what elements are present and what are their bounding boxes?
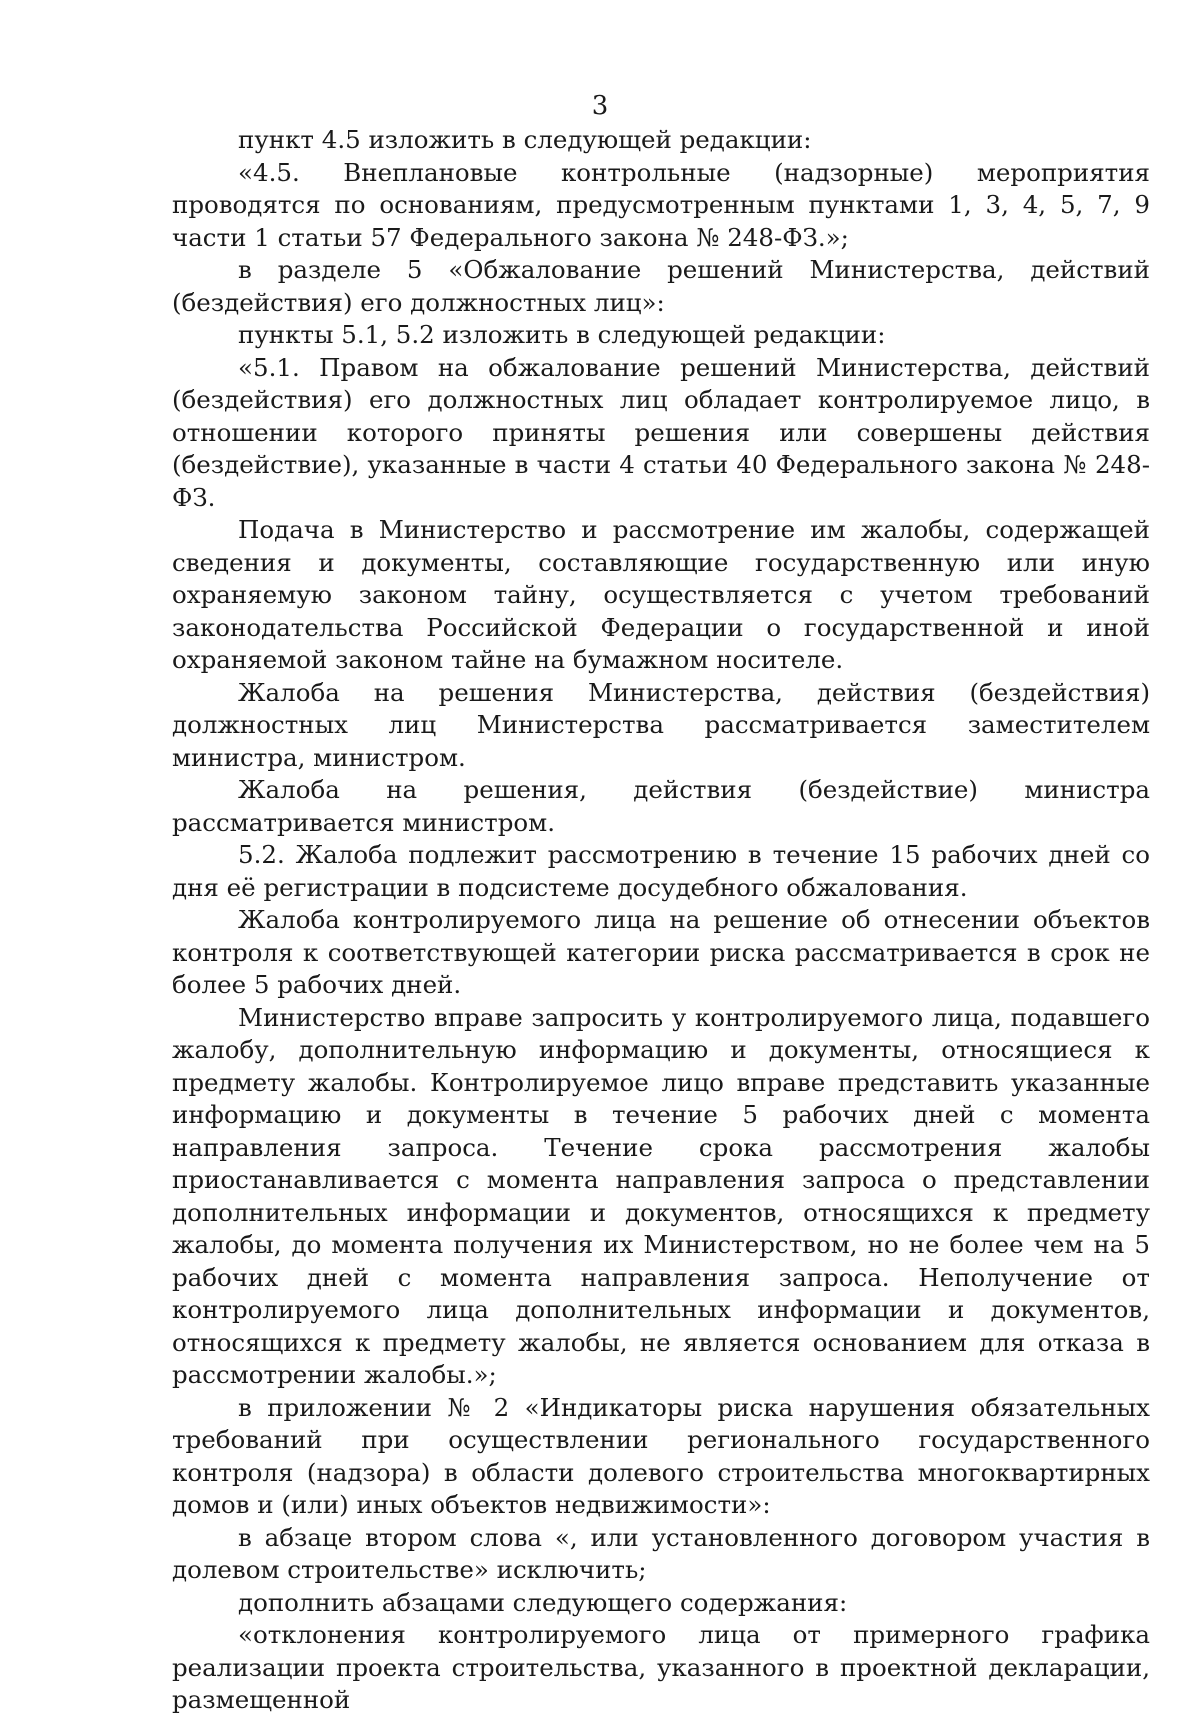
paragraph: «5.1. Правом на обжалование решений Министерства, действий (бездействия) его должностных лиц обладает контролируемое лицо, в отношении которого приняты решения или совершены действия (бездействие), указанные в части 4 статьи 40 Федерального закона № 248-ФЗ. — [172, 352, 1150, 512]
paragraph: Министерство вправе запросить у контролируемого лица, подавшего жалобу, дополнительную информацию и документы, относящиеся к предмету жалобы. Контролируемое лицо вправе представить указанные информацию и документы в течение 5 рабочих дней с момента направления запроса. Течение срока рассмотрения жалобы приостанавливается с момента направления запроса о представлении дополнительных информации и документов, относящихся к предмету жалобы, до момента получения их Министерством, но не более чем на 5 рабочих дней с момента направления запроса. Неполучение от контролируемого лица дополнительных информации и документов, относящихся к предмету жалобы, не является основанием для отказа в рассмотрении жалобы.»; — [172, 1002, 1150, 1389]
paragraph: дополнить абзацами следующего содержания: — [238, 1587, 848, 1617]
paragraph: Жалоба на решения, действия (бездействие) министра рассматривается министром. — [172, 775, 1150, 837]
paragraph: Жалоба на решения Министерства, действия (бездействия) должностных лиц Министерства рассматривается заместителем министра, министром. — [172, 677, 1150, 772]
paragraph: пункты 5.1, 5.2 изложить в следующей редакции: — [238, 320, 886, 349]
paragraph: в абзаце втором слова «, или установленного договором участия в долевом строительстве» исключить; — [172, 1522, 1150, 1584]
paragraph: «отклонения контролируемого лица от примерного графика реализации проекта строительства, указанного в проектной декларации, размещенной — [172, 1620, 1150, 1714]
paragraph: в разделе 5 «Обжалование решений Министерства, действий (бездействия) его должностных лиц»: — [172, 255, 1150, 317]
document-body — [172, 124, 1150, 1717]
paragraph: «4.5. Внеплановые контрольные (надзорные) мероприятия проводятся по основаниям, предусмотренным пунктами 1, 3, 4, 5, 7, 9 части 1 статьи 57 Федерального закона № 248-ФЗ.»; — [172, 157, 1150, 252]
paragraph: Жалоба контролируемого лица на решение об отнесении объектов контроля к соответствующей категории риска рассматривается в срок не более 5 рабочих дней. — [172, 905, 1150, 999]
paragraph: в приложении № 2 «Индикаторы риска нарушения обязательных требований при осуществлении регионального государственного контроля (надзора) в области долевого строительства многоквартирных домов и (или) иных объектов недвижимости»: — [172, 1392, 1150, 1519]
paragraph: Подача в Министерство и рассмотрение им жалобы, содержащей сведения и документы, составляющие государственную или иную охраняемую законом тайну, осуществляется с учетом требований законодательства Российской Федерации о государственной и иной охраняемой законом тайне на бумажном носителе. — [172, 515, 1150, 674]
paragraph: пункт 4.5 изложить в следующей редакции: — [238, 125, 812, 154]
paragraph: 5.2. Жалоба подлежит рассмотрению в течение 15 рабочих дней со дня её регистрации в подсистеме досудебного обжалования. — [172, 840, 1150, 902]
page-number: 3 — [591, 91, 609, 121]
